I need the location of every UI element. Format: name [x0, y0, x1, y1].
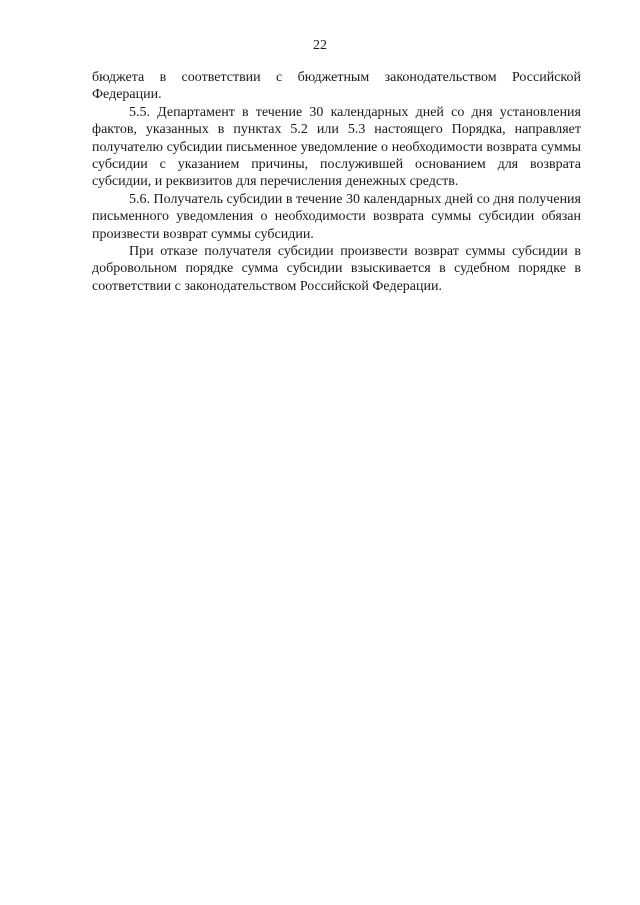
paragraph-5-6: 5.6. Получатель субсидии в течение 30 календарных дней со дня получения письменного уведомления о необходимости возврата суммы субсидии обязан произвести возврат суммы субсидии. — [92, 191, 581, 242]
paragraph-continuation: бюджета в соответствии с бюджетным законодательством Российской Федерации. — [92, 70, 581, 103]
document-body — [92, 69, 581, 295]
paragraph-refusal: При отказе получателя субсидии произвести возврат суммы субсидии в добровольном порядке сумма субсидии взыскивается в судебном порядке в соответствии с законодательством Российской Федерации. — [92, 244, 581, 294]
paragraph-5-5: 5.5. Департамент в течение 30 календарных дней со дня установления фактов, указанных в пунктах 5.2 или 5.3 настоящего Порядка, направляет получателю субсидии письменное уведомление о необходимости возврата суммы субсидии с указанием причины, послужившей основанием для возврата субсидии, и реквизитов для перечисления денежных средств. — [92, 104, 581, 190]
page-number: 22 — [313, 38, 327, 53]
